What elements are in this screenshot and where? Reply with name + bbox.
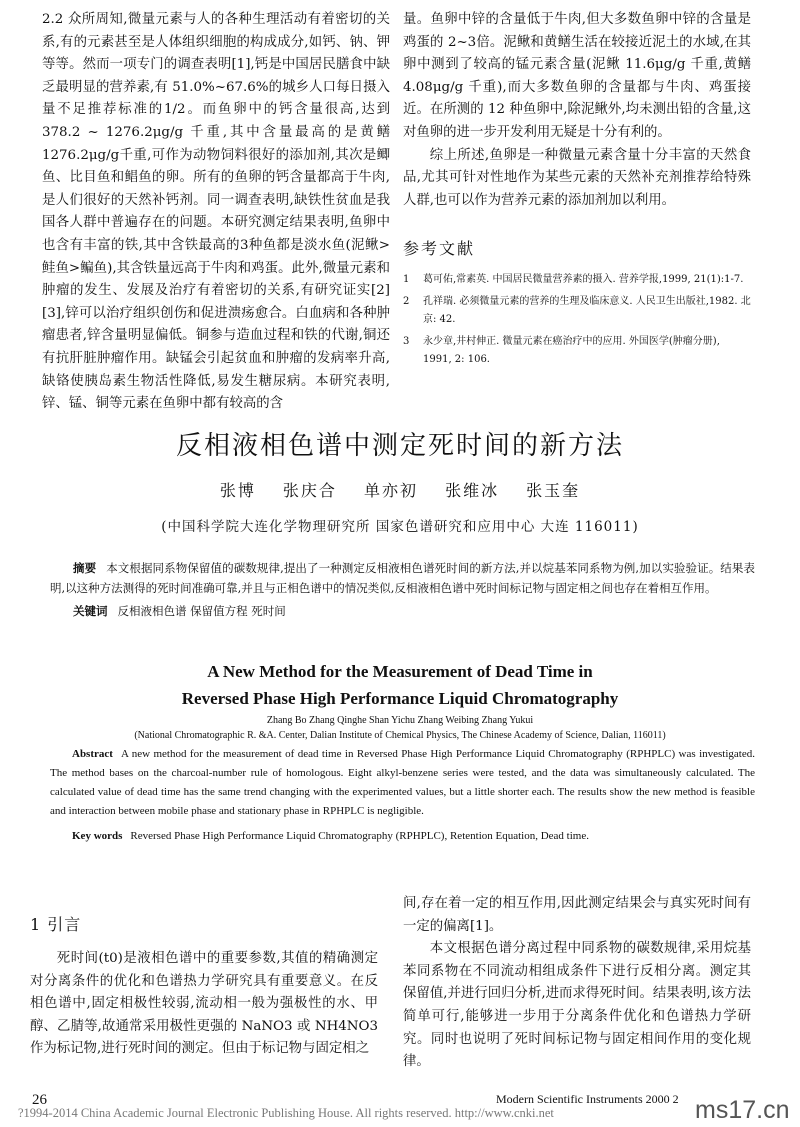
keywords-en-label: Key words	[72, 830, 123, 842]
paragraph: 量。鱼卵中锌的含量低于牛肉,但大多数鱼卵中锌的含量是鸡蛋的 2~3倍。泥鳅和黄鳝生活在较接近泥土的水域,在其卵中测到了较高的锰元素含量(泥鳅 11.6μg/g 千重,黄鳝 4.08μg/g 千重),而大多数鱼卵的含量都与牛肉、鸡蛋接近。在所测的 12 种鱼卵中,除泥鳅外,均未测出铅的含量,这对鱼卵的进一步开发利用无疑是十分有利的。	[403, 12, 751, 140]
abstract-cn-block	[50, 558, 755, 621]
article-title-cn: 反相液相色谱中测定死时间的新方法	[175, 431, 624, 461]
reference-item: 1 葛可佑,常素英. 中国居民微量营养素的摄入. 营养学报,1999, 21(1):1-7.	[403, 274, 744, 286]
bottom-right-column	[403, 893, 751, 1074]
top-left-column	[42, 9, 390, 416]
references-list	[403, 271, 751, 369]
watermark: ms17.cn	[695, 1096, 790, 1124]
paragraph: 综上所述,鱼卵是一种微量元素含量十分丰富的天然食品,尤其可针对性地作为某些元素的天然补充剂推荐给特殊人群,也可以作为营养元素的添加剂加以利用。	[403, 147, 751, 208]
references-heading: 参考文献	[403, 239, 476, 259]
paragraph: 死时间(t0)是液相色谱中的重要参数,其值的精确测定对分离条件的优化和色谱热力学研究具有重要意义。在反相色谱中,固定相极性较弱,流动相一般为强极性的水、甲醇、乙腈等,故通常采用极性更强的 NaNO3 或 NH4NO3 作为标记物,进行死时间的测定。但由于标记物与固定相之	[30, 951, 378, 1057]
affiliation-en: (National Chromatographic R. &A. Center, Dalian Institute of Chemical Physics, The Chinese Academy of Science, Dalian, 116011)	[134, 730, 666, 741]
affiliation-cn: (中国科学院大连化学物理研究所 国家色谱研究和应用中心 大连 116011)	[161, 519, 639, 535]
reference-item: 3 永少章,井村伸正. 微量元素在癌治疗中的应用. 外国医学(肿瘤分册), 1991, 2: 106.	[403, 336, 720, 366]
paragraph: 本文根据色谱分离过程中同系物的碳数规律,采用烷基苯同系物在不同流动相组成条件下进行反相分离。测定其保留值,并进行回归分析,进而求得死时间。结果表明,该方法简单可行,能够进一步用于分离条件优化和色谱热力学研究。同时也说明了死时间标记物与固定相间作用的变化规律。	[403, 941, 751, 1070]
abstract-cn-text: 本文根据同系物保留值的碳数规律,提出了一种测定反相液相色谱死时间的新方法,并以烷基苯同系物为例,加以实验验证。结果表明,以这种方法测得的死时间准确可靠,并且与正相色谱中的情况类似,反相液相色谱中死时间标记物与固定相之间也存在着相互作用。	[50, 561, 755, 595]
keywords-cn-label: 关键词	[73, 604, 108, 618]
abstract-cn-label: 摘要	[73, 561, 97, 575]
article-title-en-line1: A New Method for the Measurement of Dead Time in	[207, 662, 593, 681]
keywords-en-text: Reversed Phase High Performance Liquid Chromatography (RPHPLC), Retention Equation, Dead time.	[130, 830, 589, 842]
authors-cn: 张博 张庆合 单亦初 张维冰 张玉奎	[219, 481, 581, 500]
copyright-line: ?1994-2014 China Academic Journal Electronic Publishing House. All rights reserved. http://www.cnki.net	[18, 1106, 554, 1120]
paragraph: 2.2 众所周知,微量元素与人的各种生理活动有着密切的关系,有的元素甚至是人体组织细胞的构成成分,如钙、钠、钾等等。然而一项专门的调查表明[1],钙是中国居民膳食中缺乏最明显的营养素,有 51.0%~67.6%的城乡人口每日摄入量不足推荐标准的1/2。而鱼卵中的钙含量很高,达到 378.2 ~ 1276.2μg/g 千重,其中含量最高的是黄鳝1276.2μg/g千重,可作为动物饲料很好的添加剂,其次是鲫鱼、比目鱼和鲳鱼的卵。所有的鱼卵的钙含量都高于牛肉,是人们很好的天然补钙剂。同一调查表明,缺铁性贫血是我国各人群中普遍存在的问题。本研究测定结果表明,鱼卵中也含有丰富的铁,其中含铁最高的3种鱼都是淡水鱼(泥鳅>鲑鱼>鳊鱼),其含铁量远高于牛肉和鸡蛋。此外,微量元素和肿瘤的发生、发展及治疗有着密切的关系,有研究证实[2][3],锌可以治疗组织创伤和促进溃疡愈合。白血病和各种肿瘤患者,锌含量明显偏低。铜参与造血过程和铁的代谢,铜还有抗肝脏肿瘤作用。缺锰会引起贫血和肿瘤的发病率升高,缺铬使胰岛素生物活性降低,易发生糖尿病。本研究表明,锌、锰、铜等元素在鱼卵中都有较高的含	[42, 12, 390, 412]
reference-item: 2 孔祥瑞. 必须微量元素的营养的生理及临床意义. 人民卫生出版社,1982. 北京: 42.	[403, 296, 751, 326]
page-number: 26	[32, 1092, 47, 1108]
abstract-en-text: A new method for the measurement of dead time in Reversed Phase High Performance Liquid Chromatography (RPHPLC) was investigated. The method bases on the charcoal-number rule of homologous. Eight alkyl-benzene series were tested, and the data was simultaneously calculated. The calculated value of dead time has the same trend changing with the experimented values, but a little shorter each. The results show the new method is feasible and interaction between mobile phase and stationary phase in RPHPLC is negligible.	[50, 748, 755, 817]
paragraph: 间,存在着一定的相互作用,因此测定结果会与真实死时间有一定的偏离[1]。	[403, 896, 751, 934]
keywords-cn-text: 反相液相色谱 保留值方程 死时间	[117, 604, 286, 618]
top-right-column	[403, 9, 751, 373]
abstract-en-label: Abstract	[72, 748, 113, 760]
bottom-left-column	[30, 948, 378, 1061]
authors-en: Zhang Bo Zhang Qinghe Shan Yichu Zhang Weibing Zhang Yukui	[266, 715, 534, 726]
article-title-en-line2: Reversed Phase High Performance Liquid Chromatography	[181, 689, 619, 708]
abstract-en-block	[50, 745, 755, 846]
section-heading: 1 引言	[30, 915, 82, 934]
journal-footer: Modern Scientific Instruments 2000 2	[496, 1092, 679, 1106]
